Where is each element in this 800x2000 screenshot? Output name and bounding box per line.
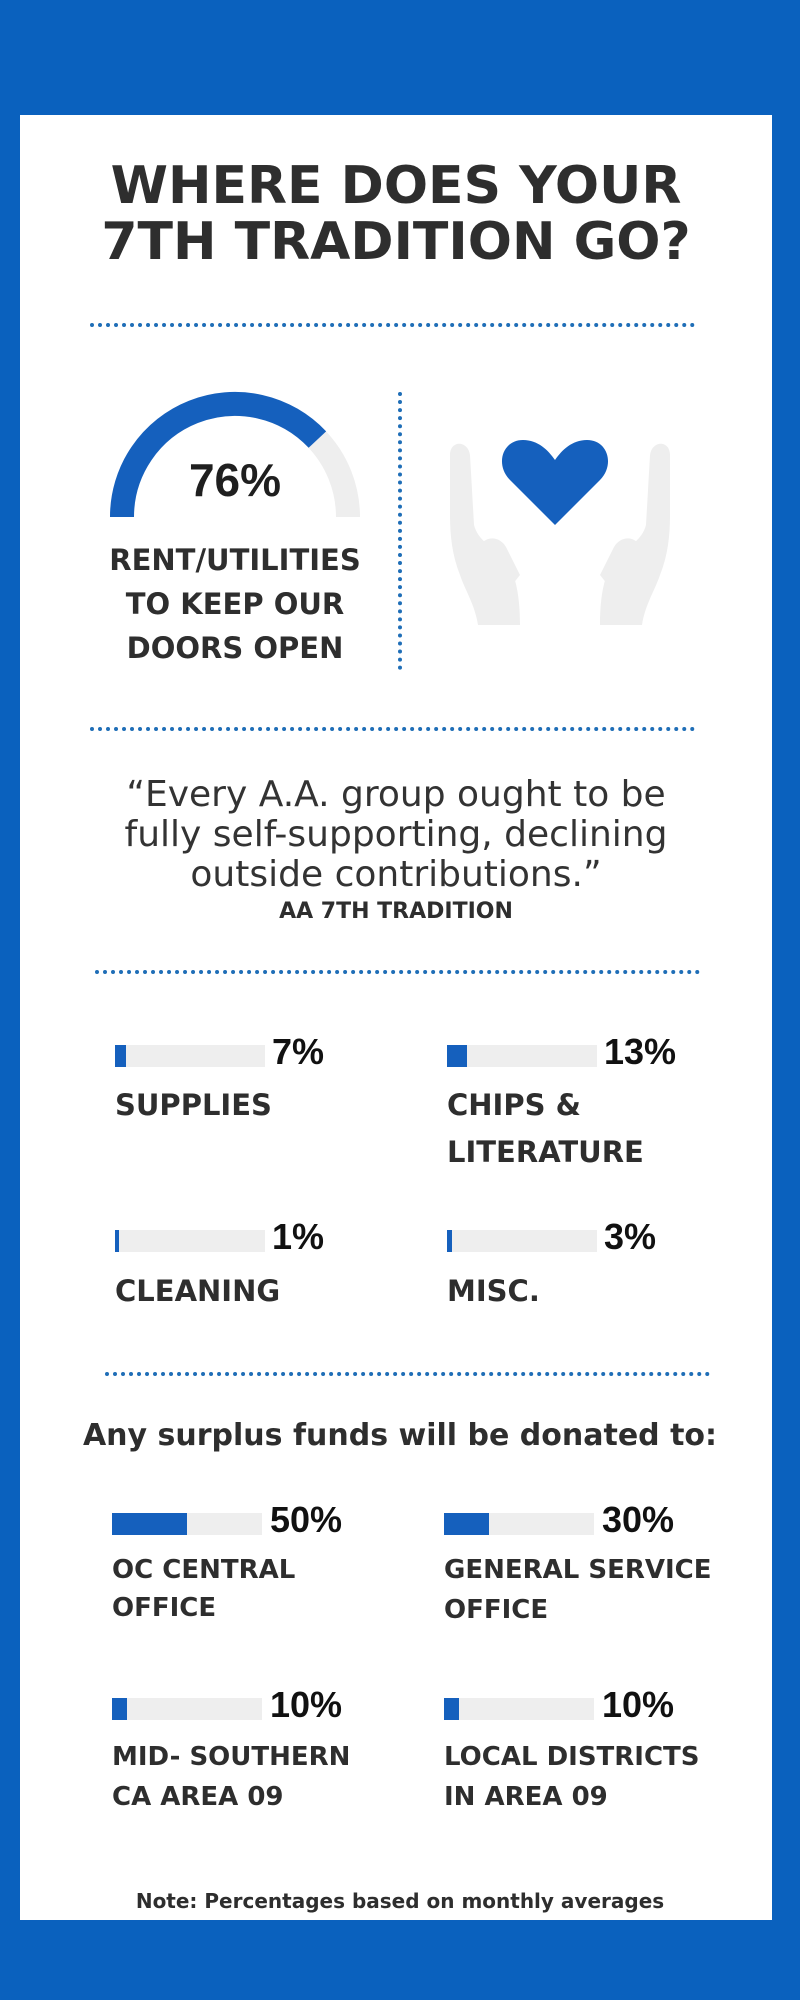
local-districts-bar bbox=[444, 1698, 594, 1720]
chips-literature-bar bbox=[447, 1045, 597, 1067]
rent-label-line-1: RENT/UTILITIES bbox=[109, 543, 361, 577]
local-districts-label-line-1: LOCAL DISTRICTS bbox=[444, 1742, 700, 1772]
quote-line-1: “Every A.A. group ought to be bbox=[126, 774, 666, 815]
surplus-heading: Any surplus funds will be donated to: bbox=[82, 1418, 718, 1453]
chips-literature-label-line-1: CHIPS & bbox=[447, 1088, 581, 1122]
oc-central-office-bar bbox=[112, 1513, 262, 1535]
mid-southern-area-bar bbox=[112, 1698, 262, 1720]
rent-label-line-2: TO KEEP OUR bbox=[125, 587, 345, 621]
cleaning-bar bbox=[115, 1230, 265, 1252]
quote-source: AA 7TH TRADITION bbox=[279, 899, 513, 924]
vertical-divider bbox=[398, 392, 402, 670]
general-service-office-label-line-1: GENERAL SERVICE bbox=[444, 1555, 712, 1585]
misc-bar bbox=[447, 1230, 597, 1252]
bar-fill bbox=[447, 1045, 467, 1067]
local-districts-percent: 10% bbox=[602, 1684, 675, 1725]
oc-central-office-label-line-2: OFFICE bbox=[112, 1593, 217, 1623]
general-service-office-label-line-2: OFFICE bbox=[444, 1595, 549, 1625]
divider bbox=[105, 1372, 710, 1376]
supplies-label: SUPPLIES bbox=[115, 1088, 272, 1122]
misc-percent: 3% bbox=[604, 1216, 657, 1257]
mid-southern-area-label-line-2: CA AREA 09 bbox=[112, 1782, 284, 1812]
rent-label-line-3: DOORS OPEN bbox=[126, 631, 344, 665]
misc-label: MISC. bbox=[447, 1274, 540, 1308]
divider bbox=[90, 727, 695, 731]
title-line-1: WHERE DOES YOUR bbox=[110, 156, 682, 216]
footnote: Note: Percentages based on monthly averages bbox=[135, 1889, 665, 1913]
supplies-percent: 7% bbox=[272, 1031, 325, 1072]
divider bbox=[90, 323, 695, 327]
rent-percent: 76% bbox=[188, 454, 282, 506]
quote-line-3: outside contributions.” bbox=[190, 854, 602, 895]
general-service-office-percent: 30% bbox=[602, 1499, 675, 1540]
title-line-2: 7TH TRADITION GO? bbox=[101, 212, 691, 272]
heart-shape bbox=[502, 440, 608, 525]
chips-literature-label-line-2: LITERATURE bbox=[447, 1135, 644, 1169]
cleaning-percent: 1% bbox=[272, 1216, 325, 1257]
bar-fill bbox=[444, 1698, 459, 1720]
oc-central-office-label-line-1: OC CENTRAL bbox=[112, 1555, 296, 1585]
right-hand-shape bbox=[600, 444, 670, 625]
mid-southern-area-label-line-1: MID- SOUTHERN bbox=[112, 1742, 351, 1772]
bar-fill bbox=[115, 1045, 126, 1067]
bar-fill bbox=[112, 1698, 127, 1720]
local-districts-label-line-2: IN AREA 09 bbox=[444, 1782, 608, 1812]
bar-fill bbox=[444, 1513, 489, 1535]
bar-fill bbox=[115, 1230, 119, 1252]
hands-holding-heart-icon bbox=[440, 425, 680, 625]
divider bbox=[95, 970, 700, 974]
mid-southern-area-percent: 10% bbox=[270, 1684, 343, 1725]
bar-fill bbox=[447, 1230, 452, 1252]
quote-line-2: fully self-supporting, declining bbox=[124, 814, 668, 855]
supplies-bar bbox=[115, 1045, 265, 1067]
chips-literature-percent: 13% bbox=[604, 1031, 677, 1072]
general-service-office-bar bbox=[444, 1513, 594, 1535]
cleaning-label: CLEANING bbox=[115, 1274, 281, 1308]
bar-fill bbox=[112, 1513, 187, 1535]
oc-central-office-percent: 50% bbox=[270, 1499, 343, 1540]
